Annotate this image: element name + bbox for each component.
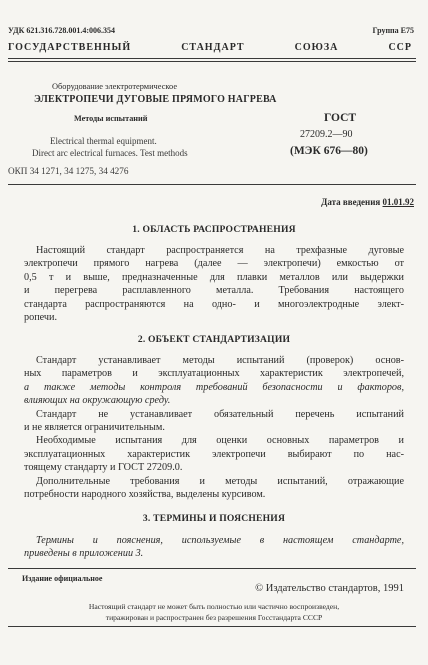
section-2-line: эксплуатационных характеристик электропечи выбирают по нас-	[24, 448, 404, 460]
section-2-line: тоящему стандарту и ГОСТ 27209.0.	[24, 462, 183, 474]
methods-subtitle: Методы испытаний	[74, 114, 148, 123]
iec-number: (МЭК 676—80)	[290, 145, 368, 157]
standard-title: ГОСУДАРСТВЕННЫЙ СТАНДАРТ СОЮЗА ССР	[8, 42, 412, 53]
section-2-line: потребности народного хозяйства, выделены курсивом.	[24, 489, 266, 501]
section-2-line: Стандарт не устанавливает обязательный перечень испытаний	[36, 408, 404, 420]
section-1-line: стандарта распространяются на одно- и многоэлектродные элект-	[24, 298, 404, 310]
section-3-line: Термины и пояснения, используемые в настоящем стандарте,	[36, 535, 404, 546]
gost-number: 27209.2—90	[300, 129, 353, 140]
section-2-line: а также методы контроля требований безопасности и факторов,	[24, 381, 404, 393]
header-rule-top	[8, 58, 416, 59]
section-2-line: Необходимые испытания для оценки основных параметров и	[36, 435, 404, 447]
section-1-line: ропечи.	[24, 312, 58, 324]
reproduction-notice-line1: Настоящий стандарт не может быть полностью или частично воспроизведен,	[88, 602, 340, 611]
english-title-line1: Electrical thermal equipment.	[50, 136, 157, 146]
okp-codes: ОКП 34 1271, 34 1275, 34 4276	[8, 166, 129, 176]
header-rule-bottom	[8, 61, 416, 62]
section-3-title: 3. ТЕРМИНЫ И ПОЯСНЕНИЯ	[142, 513, 286, 524]
equipment-subtitle: Оборудование электротермическое	[52, 82, 178, 91]
section-3-text	[24, 534, 404, 561]
section-3-line: приведены в приложении 3.	[24, 548, 144, 560]
official-edition: Издание официальное	[22, 574, 103, 583]
effective-date-value: 01.01.92	[382, 197, 414, 207]
section-1-title: 1. ОБЛАСТЬ РАСПРОСТРАНЕНИЯ	[132, 224, 296, 235]
section-2-line: Стандарт устанавливает методы испытаний (проверок) основ-	[36, 355, 404, 366]
document-main-title: ЭЛЕКТРОПЕЧИ ДУГОВЫЕ ПРЯМОГО НАГРЕВА	[34, 94, 277, 105]
section-2-line: Дополнительные требования и методы испытаний, отражающие	[36, 475, 404, 487]
section-2-title: 2. ОБЪЕКТ СТАНДАРТИЗАЦИИ	[137, 334, 291, 345]
group-code: Группа Е75	[372, 26, 414, 35]
effective-date	[321, 197, 414, 207]
section-1-line: Настоящий стандарт распространяется на трехфазные дуговые	[36, 245, 404, 256]
gost-label: ГОСТ	[324, 112, 357, 124]
section-1-text	[24, 244, 404, 324]
section-2-text	[24, 354, 404, 501]
section-2-line: ных параметров и эксплуатационных характеристик электропечей,	[24, 368, 404, 380]
section-1-line: электропечи прямого нагрева (далее — электропечи) емкостью от	[24, 258, 404, 270]
reproduction-notice-line2: тиражирован и распространен без разрешения Госстандарта СССР	[105, 613, 323, 622]
footer-rule-bottom	[8, 626, 416, 627]
section-2-line: и не является ограничительным.	[24, 422, 165, 434]
english-title-line2: Direct arc electrical furnaces. Test methods	[32, 148, 188, 158]
copyright: © Издательство стандартов, 1991	[255, 583, 404, 594]
section-2-line: влияющих на окружающую среду.	[24, 395, 171, 407]
effective-date-label: Дата введения	[321, 197, 381, 207]
footer-rule-top	[8, 568, 416, 569]
section-1-line: 0,5 т и выше, предназначенные для плавки металлов или выдержки	[24, 271, 404, 283]
section-1-line: и перегрева расплавленного металла. Требования настоящего	[24, 285, 404, 297]
udk-code: УДК 621.316.728.001.4:006.354	[8, 26, 116, 35]
title-rule	[8, 184, 416, 185]
